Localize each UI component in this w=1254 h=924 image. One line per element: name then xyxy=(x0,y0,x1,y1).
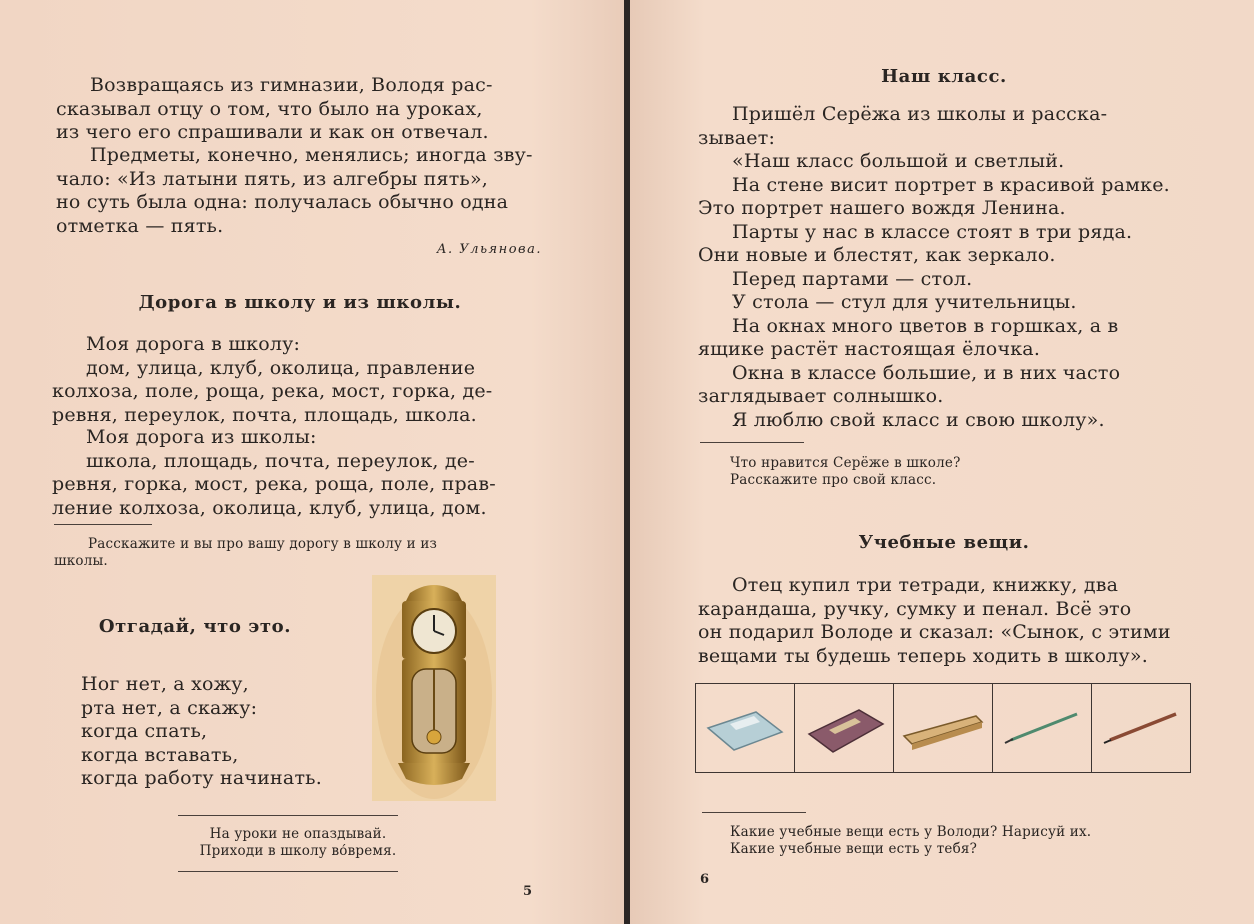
pencil-case-icon xyxy=(898,698,988,758)
pen-icon xyxy=(997,698,1087,758)
text-line: Я люблю свой класс и свою школу». xyxy=(732,408,1105,431)
text-line: Это портрет нашего вождя Ленина. xyxy=(698,197,1066,219)
text-line: ление колхоза, околица, клуб, улица, дом. xyxy=(52,496,487,519)
author-signature: А. Ульянова. xyxy=(436,242,542,257)
school-items-illustration xyxy=(695,683,1191,773)
divider xyxy=(702,812,806,813)
riddle-verse xyxy=(81,673,361,791)
text-line: Моя дорога в школу: xyxy=(86,333,301,355)
class-story xyxy=(698,103,1186,432)
book-icon xyxy=(799,698,889,758)
text-line: Возвращаясь из гимназии, Володя рас- xyxy=(90,74,493,96)
text-line: вещами ты будешь теперь ходить в школу». xyxy=(698,644,1148,667)
wall-clock-icon xyxy=(372,575,496,801)
text-line: сказывал отцу о том, что было на уроках, xyxy=(56,97,483,120)
text-line: он подарил Володе и сказал: «Сынок, с этими xyxy=(698,621,1171,643)
verse-line: Ног нет, а хожу, xyxy=(81,673,249,695)
text-line: отметка — пять. xyxy=(56,214,224,237)
verse-line: когда работу начинать. xyxy=(81,767,322,789)
section-title-road: Дорога в школу и из школы. xyxy=(138,292,462,313)
motto-line: Приходи в школу во́время. xyxy=(199,843,397,859)
text-line: дом, улица, клуб, околица, правление xyxy=(86,356,476,379)
question-line: Что нравится Серёже в школе? xyxy=(730,455,961,471)
text-line: из чего его спрашивали и как он отвечал. xyxy=(56,121,489,143)
text-line: но суть была одна: получалась обычно одна xyxy=(56,191,509,213)
text-line: ревня, горка, мост, река, роща, поле, прав- xyxy=(52,473,496,495)
page-number: 6 xyxy=(700,872,710,887)
page-number: 5 xyxy=(523,884,533,899)
divider xyxy=(54,524,152,525)
text-line: Окна в классе большие, и в них часто xyxy=(732,361,1121,384)
text-line: На стене висит портрет в красивой рамке. xyxy=(732,173,1170,196)
pencil-icon xyxy=(1096,698,1186,758)
text-line: карандаша, ручку, сумку и пенал. Всё это xyxy=(698,597,1132,620)
road-to-school xyxy=(52,333,540,427)
verse-line: когда спать, xyxy=(81,720,208,742)
text-line: Перед партами — стол. xyxy=(732,267,973,290)
item-cell xyxy=(993,684,1092,772)
divider-bottom xyxy=(178,871,398,872)
text-line: Расскажите и вы про вашу дорогу в школу и из xyxy=(88,536,438,552)
notebook-icon xyxy=(700,698,790,758)
text-line: У стола — стул для учительницы. xyxy=(732,291,1077,313)
item-cell xyxy=(1092,684,1190,772)
road-from-school xyxy=(52,426,540,520)
text-line: Отец купил три тетради, книжку, два xyxy=(732,574,1119,596)
right-page xyxy=(630,0,1254,924)
divider xyxy=(700,442,804,443)
text-line: школа, площадь, почта, переулок, де- xyxy=(86,449,475,472)
question-line: Расскажите про свой класс. xyxy=(730,472,937,488)
text-line: ящике растёт настоящая ёлочка. xyxy=(698,338,1041,360)
text-line: Моя дорога из школы: xyxy=(86,426,317,448)
question-line: Какие учебные вещи есть у Володи? Нарисуй их. xyxy=(730,824,1092,840)
items-story xyxy=(698,574,1186,668)
text-line: На окнах много цветов в горшках, а в xyxy=(732,314,1119,337)
question-line: Какие учебные вещи есть у тебя? xyxy=(730,841,978,857)
motto xyxy=(178,826,418,860)
left-page xyxy=(0,0,624,924)
verse-line: когда вставать, xyxy=(81,743,239,766)
divider-top xyxy=(178,815,398,816)
text-line: колхоза, поле, роща, река, мост, горка, де- xyxy=(52,380,493,402)
intro-paragraph-2 xyxy=(56,144,544,238)
section-title-riddle: Отгадай, что это. xyxy=(98,616,292,637)
text-line: школы. xyxy=(54,553,108,569)
verse-line: рта нет, а скажу: xyxy=(81,696,258,719)
text-line: Парты у нас в классе стоят в три ряда. xyxy=(732,220,1133,243)
wall-clock-illustration xyxy=(372,575,496,801)
text-line: зывает: xyxy=(698,126,776,149)
text-line: «Наш класс большой и светлый. xyxy=(732,150,1065,172)
item-cell xyxy=(795,684,894,772)
item-cell xyxy=(696,684,795,772)
text-line: Пришёл Серёжа из школы и расска- xyxy=(732,103,1108,125)
road-task xyxy=(54,536,540,570)
items-questions xyxy=(730,824,1190,858)
text-line: Они новые и блестят, как зеркало. xyxy=(698,244,1056,266)
text-line: ревня, переулок, почта, площадь, школа. xyxy=(52,403,477,426)
text-line: заглядывает солнышко. xyxy=(698,385,944,407)
motto-line: На уроки не опаздывай. xyxy=(209,826,387,842)
section-title-class: Наш класс. xyxy=(881,66,1007,87)
intro-paragraph-1 xyxy=(56,74,544,145)
item-cell xyxy=(894,684,993,772)
text-line: чало: «Из латыни пять, из алгебры пять», xyxy=(56,167,489,190)
text-line: Предметы, конечно, менялись; иногда зву- xyxy=(90,144,533,166)
section-title-items: Учебные вещи. xyxy=(858,532,1030,553)
class-questions xyxy=(730,455,1170,489)
